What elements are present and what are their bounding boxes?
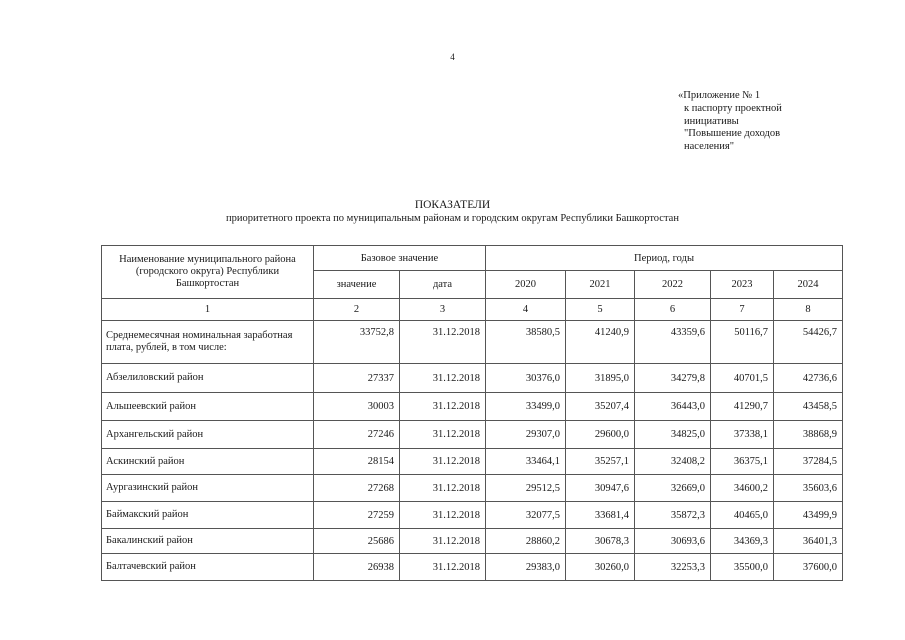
- row-y2021: 41240,9: [566, 321, 635, 364]
- row-y2024: 35603,6: [774, 475, 843, 502]
- header-period: Период, годы: [486, 246, 843, 271]
- header-year: 2024: [774, 271, 843, 299]
- row-y2023: 40701,5: [711, 364, 774, 393]
- row-y2022: 32669,0: [635, 475, 711, 502]
- row-y2021: 35207,4: [566, 393, 635, 421]
- row-value: 25686: [314, 529, 400, 554]
- row-value: 28154: [314, 449, 400, 475]
- row-y2021: 35257,1: [566, 449, 635, 475]
- row-value: 33752,8: [314, 321, 400, 364]
- row-y2020: 29383,0: [486, 554, 566, 581]
- header-year: 2023: [711, 271, 774, 299]
- row-y2020: 38580,5: [486, 321, 566, 364]
- row-y2021: 30260,0: [566, 554, 635, 581]
- row-date: 31.12.2018: [400, 364, 486, 393]
- column-number: 5: [566, 299, 635, 321]
- row-date: 31.12.2018: [400, 502, 486, 529]
- column-number: 7: [711, 299, 774, 321]
- appendix-line: к паспорту проектной: [684, 102, 782, 114]
- row-y2021: 30678,3: [566, 529, 635, 554]
- row-name: Среднемесячная номинальная заработная плата, рублей, в том числе:: [102, 321, 314, 364]
- row-name: Архангельский район: [102, 421, 314, 449]
- row-value: 27246: [314, 421, 400, 449]
- row-y2023: 36375,1: [711, 449, 774, 475]
- row-date: 31.12.2018: [400, 529, 486, 554]
- row-y2022: 36443,0: [635, 393, 711, 421]
- row-y2020: 30376,0: [486, 364, 566, 393]
- column-number: 2: [314, 299, 400, 321]
- row-name: Альшеевский район: [102, 393, 314, 421]
- row-y2020: 32077,5: [486, 502, 566, 529]
- row-value: 27259: [314, 502, 400, 529]
- row-y2022: 34825,0: [635, 421, 711, 449]
- row-y2024: 38868,9: [774, 421, 843, 449]
- row-y2024: 43458,5: [774, 393, 843, 421]
- header-year: 2022: [635, 271, 711, 299]
- row-y2022: 32408,2: [635, 449, 711, 475]
- row-y2020: 33464,1: [486, 449, 566, 475]
- row-y2024: 37600,0: [774, 554, 843, 581]
- row-y2024: 36401,3: [774, 529, 843, 554]
- table-row: [102, 393, 843, 421]
- row-value: 27268: [314, 475, 400, 502]
- row-y2023: 50116,7: [711, 321, 774, 364]
- page-number: 4: [450, 52, 455, 62]
- table-row: [102, 364, 843, 393]
- row-value: 27337: [314, 364, 400, 393]
- header-year: 2021: [566, 271, 635, 299]
- row-value: 26938: [314, 554, 400, 581]
- header-name: Наименование муниципального района (городского округа) Республики Башкортостан: [102, 246, 314, 299]
- row-date: 31.12.2018: [400, 554, 486, 581]
- header-value: значение: [314, 271, 400, 299]
- row-y2024: 54426,7: [774, 321, 843, 364]
- row-y2020: 28860,2: [486, 529, 566, 554]
- appendix-line: инициативы: [684, 115, 739, 127]
- row-value: 30003: [314, 393, 400, 421]
- title-line-1: ПОКАЗАТЕЛИ: [414, 199, 491, 211]
- table-row: [102, 321, 843, 364]
- row-y2022: 35872,3: [635, 502, 711, 529]
- column-number: 6: [635, 299, 711, 321]
- indicators-table: [101, 245, 843, 581]
- row-date: 31.12.2018: [400, 321, 486, 364]
- column-number: 4: [486, 299, 566, 321]
- numbering-row: [102, 299, 843, 321]
- title-line-2: приоритетного проекта по муниципальным районам и городским округам Республики Башкортостан: [226, 213, 679, 224]
- row-y2020: 29307,0: [486, 421, 566, 449]
- header-year: 2020: [486, 271, 566, 299]
- row-date: 31.12.2018: [400, 449, 486, 475]
- row-y2022: 43359,6: [635, 321, 711, 364]
- row-name: Аургазинский район: [102, 475, 314, 502]
- appendix-line: «Приложение № 1: [678, 90, 761, 101]
- appendix-note: [678, 90, 878, 154]
- row-y2021: 29600,0: [566, 421, 635, 449]
- row-y2023: 41290,7: [711, 393, 774, 421]
- row-date: 31.12.2018: [400, 475, 486, 502]
- header-date: дата: [400, 271, 486, 299]
- row-y2023: 34600,2: [711, 475, 774, 502]
- column-number: 3: [400, 299, 486, 321]
- row-name: Абзелиловский район: [102, 364, 314, 393]
- row-y2022: 34279,8: [635, 364, 711, 393]
- row-y2022: 30693,6: [635, 529, 711, 554]
- row-y2021: 33681,4: [566, 502, 635, 529]
- appendix-line: "Повышение доходов: [684, 128, 781, 140]
- row-name: Балтачевский район: [102, 554, 314, 581]
- row-date: 31.12.2018: [400, 393, 486, 421]
- row-y2024: 42736,6: [774, 364, 843, 393]
- row-name: Аскинский район: [102, 449, 314, 475]
- table-row: [102, 475, 843, 502]
- appendix-line: населения": [684, 141, 734, 153]
- table-row: [102, 421, 843, 449]
- row-date: 31.12.2018: [400, 421, 486, 449]
- row-name: Баймакский район: [102, 502, 314, 529]
- row-y2024: 37284,5: [774, 449, 843, 475]
- table-row: [102, 554, 843, 581]
- row-y2023: 35500,0: [711, 554, 774, 581]
- row-y2023: 40465,0: [711, 502, 774, 529]
- header-base: Базовое значение: [314, 246, 486, 271]
- table-row: [102, 449, 843, 475]
- column-number: 1: [102, 299, 314, 321]
- row-y2020: 29512,5: [486, 475, 566, 502]
- row-y2024: 43499,9: [774, 502, 843, 529]
- row-y2020: 33499,0: [486, 393, 566, 421]
- column-number: 8: [774, 299, 843, 321]
- table-row: [102, 529, 843, 554]
- row-y2021: 30947,6: [566, 475, 635, 502]
- table-row: [102, 502, 843, 529]
- row-y2021: 31895,0: [566, 364, 635, 393]
- row-y2022: 32253,3: [635, 554, 711, 581]
- row-y2023: 37338,1: [711, 421, 774, 449]
- row-y2023: 34369,3: [711, 529, 774, 554]
- row-name: Бакалинский район: [102, 529, 314, 554]
